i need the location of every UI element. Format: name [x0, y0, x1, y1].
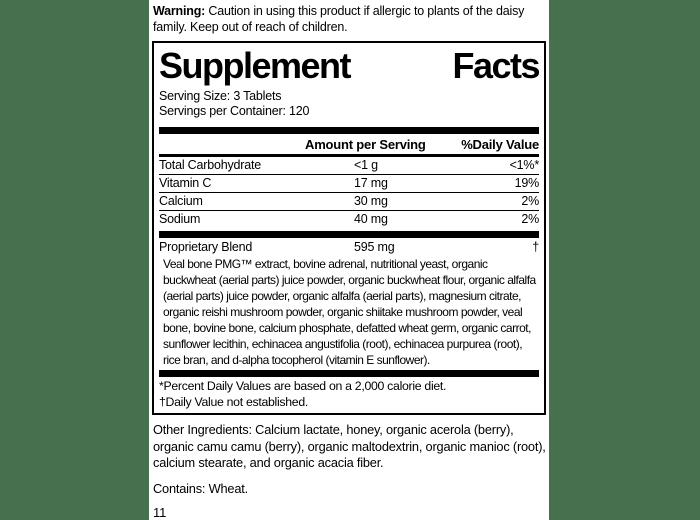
footnote-percent-daily-value: *Percent Daily Values are based on a 2,000 calorie diet.: [159, 379, 447, 393]
warning-text: Caution in using this product if allergic to plants of the daisy family. Keep out of reach of children.: [153, 4, 525, 34]
nutrient-daily-value: 2%: [521, 212, 539, 226]
nutrient-daily-value: 2%: [521, 194, 539, 208]
contains-statement: Contains: Wheat.: [153, 480, 248, 496]
nutrient-row-sodium: [159, 211, 539, 228]
blend-daily-value: †: [532, 240, 539, 254]
nutrient-row-calcium: [159, 193, 539, 211]
blend-amount: 595 mg: [354, 240, 395, 254]
blend-description: Veal bone PMG™ extract, bovine adrenal, nutritional yeast, organic buckwheat (aerial parts) juice powder, organic buckwheat flour, organic alfalfa (aerial parts) juice powder, organic alfalfa (aerial parts), magnesium citrate, organic reishi mushroom powder, organic shiitake mushroom powder, veal bone, bovine bone, calcium phosphate, defatted wheat germ, organic carrot, sunflower lecithin, echinacea angustifolia (root), echinacea purpurea (root), rice bran, and d-alpha tocopherol (vitamin E sunflower).: [163, 257, 536, 367]
footnote-daily-value-not-established: †Daily Value not established.: [159, 394, 308, 409]
column-header-amount: Amount per Serving: [305, 137, 426, 152]
serving-size: Serving Size: 3 Tablets: [159, 89, 282, 103]
table-header: [159, 136, 539, 157]
warning-paragraph: [153, 4, 546, 35]
column-header-daily-value: %Daily Value: [461, 137, 539, 152]
title-word-facts: Facts: [452, 45, 539, 86]
title-word-supplement: Supplement: [159, 45, 351, 86]
divider-bar-thick: [159, 127, 539, 134]
other-ingredients-paragraph: Other Ingredients: Calcium lactate, honey, organic acerola (berry), organic camu camu (berry), organic maltodextrin, organic manioc (root), calcium stearate, and organic acacia fiber.: [153, 422, 546, 470]
nutrient-amount: 17 mg: [354, 176, 388, 190]
blend-name: Proprietary Blend: [159, 240, 253, 254]
proprietary-blend-row: [159, 239, 539, 256]
supplement-label: [149, 0, 549, 520]
warning-label: Warning:: [153, 4, 206, 18]
supplement-facts-title: [159, 46, 539, 86]
supplement-facts-panel: [152, 41, 546, 415]
divider-bar-thick: [159, 370, 539, 377]
divider-bar-thick: [159, 231, 539, 238]
footnotes: [159, 379, 539, 410]
nutrient-daily-value: <1%*: [509, 158, 539, 172]
nutrient-amount: <1 g: [354, 158, 378, 172]
nutrient-amount: 30 mg: [354, 194, 388, 208]
nutrient-name: Sodium: [159, 212, 201, 226]
nutrient-daily-value: 19%: [514, 176, 539, 190]
servings-per-container: Servings per Container: 120: [159, 104, 310, 118]
nutrient-name: Calcium: [159, 194, 203, 208]
nutrient-amount: 40 mg: [354, 212, 388, 226]
nutrient-name: Total Carbohydrate: [159, 158, 262, 172]
nutrient-row-vitamin-c: [159, 175, 539, 193]
nutrient-row-total-carbohydrate: [159, 157, 539, 175]
page-number: 11: [153, 504, 167, 520]
nutrient-name: Vitamin C: [159, 176, 212, 190]
serving-info: [159, 89, 539, 119]
